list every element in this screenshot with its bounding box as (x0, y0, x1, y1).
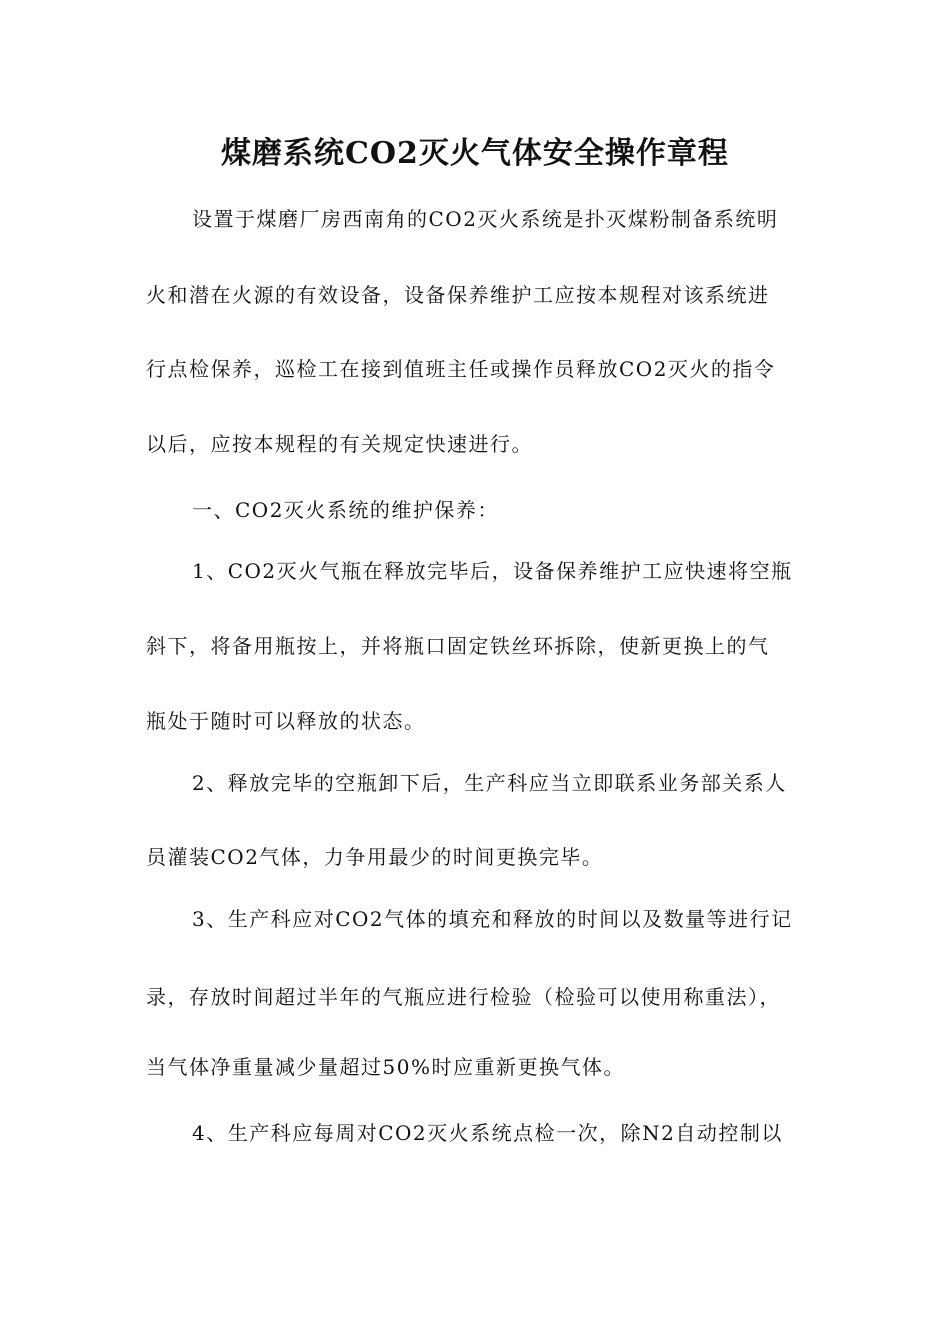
paragraph-line: 火和潜在火源的有效设备，设备保养维护工应按本规程对该系统进 (146, 283, 770, 307)
paragraph-line: 以后，应按本规程的有关规定快速进行。 (146, 432, 533, 456)
paragraph-line: 当气体净重量减少量超过50%时应重新更换气体。 (146, 1055, 625, 1079)
paragraph-line: 2、释放完毕的空瓶卸下后，生产科应当立即联系业务部关系人 (192, 771, 787, 795)
paragraph-line: 1、CO2灭火气瓶在释放完毕后，设备保养维护工应快速将空瓶 (192, 559, 793, 583)
paragraph-line: 斜下，将备用瓶按上，并将瓶口固定铁丝环拆除，使新更换上的气 (146, 634, 770, 658)
paragraph-line: 设置于煤磨厂房西南角的CO2灭火系统是扑灭煤粉制备系统明 (192, 207, 779, 231)
page-title: 煤磨系统CO2灭火气体安全操作章程 (221, 136, 729, 171)
paragraph-line: 4、生产科应每周对CO2灭火系统点检一次，除N2自动控制以 (192, 1121, 783, 1145)
section-heading: 一、CO2灭火系统的维护保养： (192, 498, 499, 522)
paragraph-line: 3、生产科应对CO2气体的填充和释放的时间以及数量等进行记 (192, 907, 793, 931)
paragraph-line: 瓶处于随时可以释放的状态。 (146, 709, 426, 733)
paragraph-line: 员灌装CO2气体，力争用最少的时间更换完毕。 (146, 845, 604, 869)
paragraph-line: 行点检保养，巡检工在接到值班主任或操作员释放CO2灭火的指令 (146, 357, 776, 381)
paragraph-line: 录，存放时间超过半年的气瓶应进行检验（检验可以使用称重法）， (146, 985, 781, 1009)
